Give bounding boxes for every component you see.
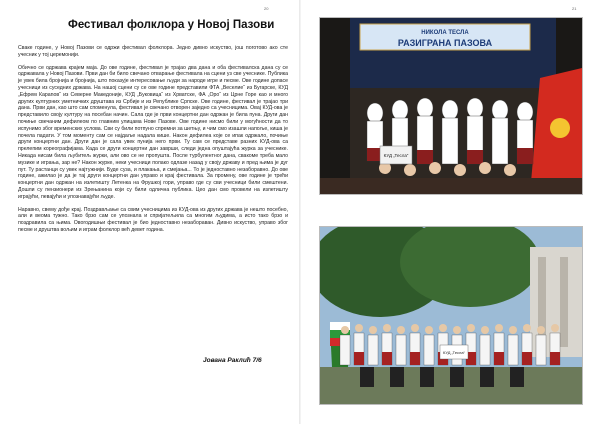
festival-stage-photo	[319, 17, 583, 195]
group-sign: КУД „Тесла“	[443, 350, 465, 355]
article-body	[18, 45, 288, 240]
article-title: Фестивал фолклора у Новој Пазови	[68, 19, 275, 31]
article-signature: Јована Раклић 7/6	[203, 357, 262, 364]
banner-title: НИКОЛА ТЕСЛА	[421, 30, 469, 36]
banner-subtitle: РАЗИГРАНА ПАЗОВА	[397, 38, 493, 48]
left-page-number: 20	[264, 6, 269, 11]
article-paragraph: Сваке године, у Новој Пазови се одржи фестивал фолклора. Једно дивно искуство, још поготово ако сте учесник у тој церемонији.	[18, 45, 288, 58]
group-outdoor-photo	[319, 226, 583, 405]
article-paragraph: Наравно, свему дође крај. Поздрављање са свим учесницима из КУД-ова из других држава је нешто посебно, али и веома тужно. Тако брзо сам се упознала и спријатељила са многим људима, а исто тако брзо и поздравила са њима. Овогодишњи фестивал је био једноставно незабораван. Дивно искуство, управо због песме и друштва вољим и играм фолклор већ девет година.	[18, 206, 288, 233]
page-gutter	[299, 0, 301, 424]
article-paragraph: Обично се одржава крајем маја. До ове године, фестивал је трајао два дана и оба фестивалска дана су се одржавала у Новој Пазови. Први дан би било свечано отварање фестивала на сцени уз све учеснике. Публика је увек била бројнија и бројнија, што показује интересовање људи за народе игре и песме. Ове године допасе учесници из суседних држава. На нашој сцени су се ове године представили ФТА „Веселие“ из Бугарске, КУД „Ефрем Караnов“ из Северне Македоније, КУД „Буковица“ из Хрватске, ФА „Оро“ из Црне Горе као и много других културних уметничких друштава из Србије и из Републике Српске. Ове године, фестивал је трајао три дана. Први дан, као што сам споменула, фестивал је свечано отворен заједно са учесницима. Овај КУД-ова је представило своју културу на посебан начин. Сала где је први концертни дан одржан је била пуна. Други дан почиње свечаним дефилеом по главним улицама Нове Пазове. Ове године нисмо били у могућности да то испунимо због временских услова. Сви су били потпуно спремни за шетњу, и чим смо изашли напоље, киша је почела падати. У том моменту сам се најдаље надала кише. Након дефилеа које се ипак одржало, почиње други концертни дан. Други дан је сала увек пунија него први. Ту сам се представе разних КУД-ова са прелепим кореографијама. Када се други концертни дан заврши, следи једна опуштајућа журка за учеснике. Никада нисам била љубитељ журки, али ово се не пропушта. После турбулентног дана, свакоме треба мало музике и играња, зар не? Након журке, неки учесници полако одлазе назад у своју државу и пред њима је дуг пут. Ту растанци су увек најтужнији. Буде суза, и плакања, и смејања... То је једноставно незаборавно. До ове године, ажилао је да је тај други концертни дан управо и крај фестивала. За промену, ове године је трећи концертни дан одржан на излетишту Летенка на Фрушкој гори, управо где су сви учесници били смештени. Дошли су пензионери из Зрењанина који су били одлична публика. Цео дан смо провели на излетишту играјући, певајући и упознавајући људе.	[18, 64, 288, 200]
right-page-number: 21	[572, 6, 577, 11]
ensemble-sign: КУД „Тесла“	[383, 153, 409, 158]
